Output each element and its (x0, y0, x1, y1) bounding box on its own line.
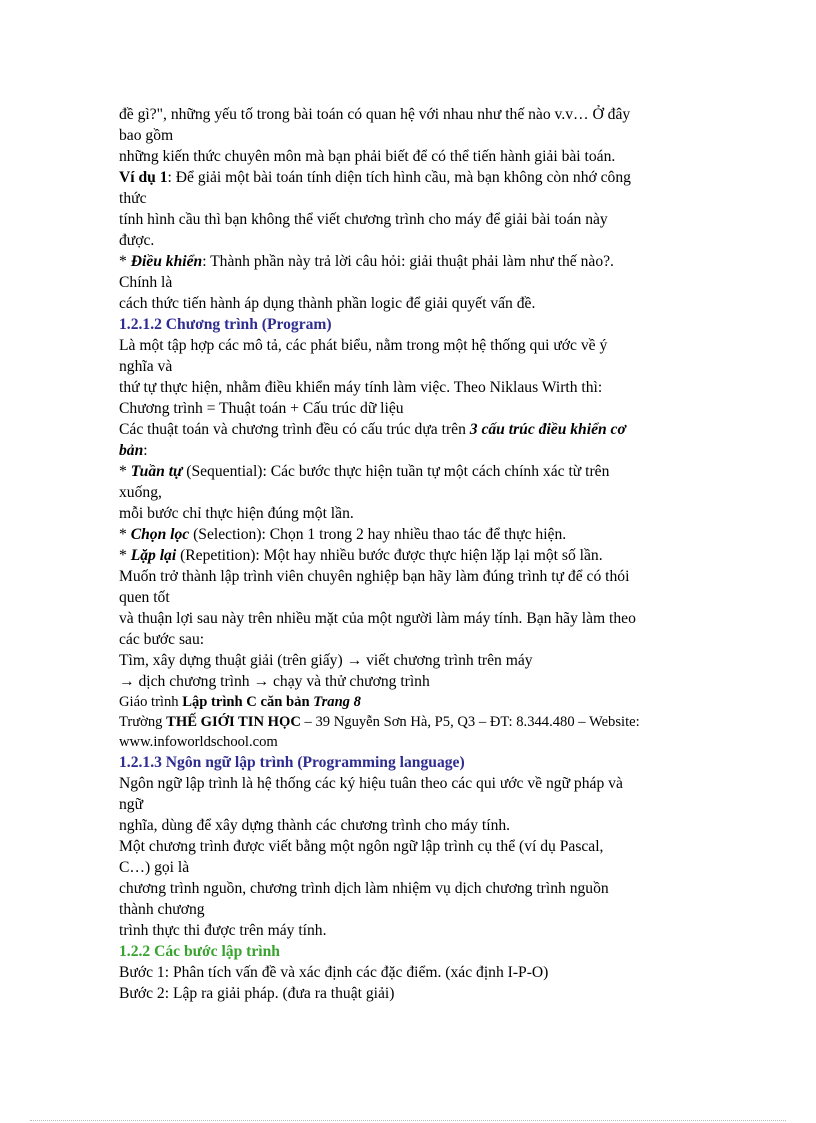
text-line: Chính là (119, 274, 173, 291)
text-line (119, 167, 719, 188)
text-line: Bước 2: Lập ra giải pháp. (đưa ra thuật giải) (119, 985, 395, 1002)
text-span: : (143, 442, 148, 459)
text-line: Muốn trở thành lập trình viên chuyên nghiệp bạn hãy làm đúng trình tự để có thói (119, 568, 630, 585)
text-line: thành chương (119, 901, 205, 918)
text-line: nghĩa, dùng để xây dựng thành các chương trình cho máy tính. (119, 817, 511, 834)
footer-prefix: Giáo trình (119, 694, 183, 710)
footer-school-name: THẾ GIỚI TIN HỌC (166, 714, 301, 730)
term-lap-lai: Lặp lại (130, 547, 177, 564)
text-line (119, 545, 719, 566)
text-line (119, 524, 719, 545)
footer-book-title: Lập trình C căn bản (182, 694, 310, 710)
text-line: C…) gọi là (119, 859, 190, 876)
text-line (119, 419, 719, 440)
bullet-star: * (119, 463, 131, 480)
text-line: → dịch chương trình → chạy và thử chương trình (119, 673, 430, 690)
text-line (119, 251, 719, 272)
text-line: quen tốt (119, 589, 170, 606)
term-tuan-tu: Tuần tự (130, 463, 183, 480)
text-line: thức (119, 190, 147, 207)
footer-school-address: – 39 Nguyễn Sơn Hà, P5, Q3 – ĐT: 8.344.480 – Website: (300, 714, 640, 730)
emphasis-control-structures: 3 cấu trúc điều khiển cơ (469, 421, 626, 438)
text-line: tính hình cầu thì bạn không thể viết chương trình cho máy để giải bài toán này (119, 211, 608, 228)
text-line: Ngôn ngữ lập trình là hệ thống các ký hiệu tuân theo các qui ước về ngữ pháp và (119, 775, 623, 792)
text-line: được. (119, 232, 155, 249)
text-span: : Thành phần này trả lời câu hỏi: giải thuật phải làm như thế nào?. (202, 253, 614, 270)
text-line (119, 440, 719, 461)
text-line: đề gì?", những yếu tố trong bài toán có quan hệ với nhau như thế nào v.v… Ở đây (119, 106, 631, 123)
text-line: Chương trình = Thuật toán + Cấu trúc dữ liệu (119, 400, 404, 417)
text-line: các bước sau: (119, 631, 205, 648)
text-line: bao gồm (119, 127, 174, 144)
section-heading-program: 1.2.1.2 Chương trình (Program) (119, 316, 332, 333)
example-label: Ví dụ 1 (119, 169, 168, 186)
footer-website: www.infoworldschool.com (119, 734, 278, 750)
term-chon-loc: Chọn lọc (130, 526, 190, 543)
text-line: cách thức tiến hành áp dụng thành phần logic để giải quyết vấn đề. (119, 295, 536, 312)
bullet-star: * (119, 526, 131, 543)
text-line: và thuận lợi sau này trên nhiều mặt của một người làm máy tính. Bạn hãy làm theo (119, 610, 636, 627)
bullet-star: * (119, 547, 131, 564)
text-line: Là một tập hợp các mô tả, các phát biểu, nằm trong một hệ thống qui ước về ý (119, 337, 608, 354)
text-line: Bước 1: Phân tích vấn đề và xác định các đặc điểm. (xác định I-P-O) (119, 964, 549, 981)
footer-school-line (119, 712, 719, 732)
text-line: Tìm, xây dựng thuật giải (trên giấy) → viết chương trình trên máy (119, 652, 533, 669)
text-line: nghĩa và (119, 358, 173, 375)
footer-school-prefix: Trường (119, 714, 167, 730)
bullet-star: * (119, 253, 131, 270)
document-page (119, 104, 719, 1004)
emphasis-ban: bản (119, 442, 144, 459)
text-span: Các thuật toán và chương trình đều có cấu trúc dựa trên (119, 421, 470, 438)
text-line (119, 461, 719, 482)
text-line: ngữ (119, 796, 144, 813)
text-span: (Selection): Chọn 1 trong 2 hay nhiều thao tác để thực hiện. (189, 526, 567, 543)
text-span: (Sequential): Các bước thực hiện tuần tự một cách chính xác từ trên (182, 463, 610, 480)
section-heading-programming-steps: 1.2.2 Các bước lập trình (119, 943, 280, 960)
footer-line (119, 692, 719, 712)
text-line: Một chương trình được viết bằng một ngôn ngữ lập trình cụ thể (ví dụ Pascal, (119, 838, 604, 855)
text-line: xuống, (119, 484, 162, 501)
text-line: trình thực thi được trên máy tính. (119, 922, 327, 939)
text-span: (Repetition): Một hay nhiều bước được thực hiện lặp lại một số lần. (176, 547, 603, 564)
text-line: thứ tự thực hiện, nhằm điều khiển máy tính làm việc. Theo Niklaus Wirth thì: (119, 379, 603, 396)
section-heading-programming-language: 1.2.1.3 Ngôn ngữ lập trình (Programming language) (119, 754, 465, 771)
term-dieu-khien: Điều khiển (130, 253, 203, 270)
text-line: chương trình nguồn, chương trình dịch làm nhiệm vụ dịch chương trình nguồn (119, 880, 609, 897)
text-line: những kiến thức chuyên môn mà bạn phải biết để có thể tiến hành giải bài toán. (119, 148, 616, 165)
page-bottom-divider (30, 1120, 786, 1121)
footer-page-number: Trang 8 (313, 694, 361, 710)
text-line: mỗi bước chỉ thực hiện đúng một lần. (119, 505, 354, 522)
text-span: : Để giải một bài toán tính diện tích hình cầu, mà bạn không còn nhớ công (167, 169, 631, 186)
